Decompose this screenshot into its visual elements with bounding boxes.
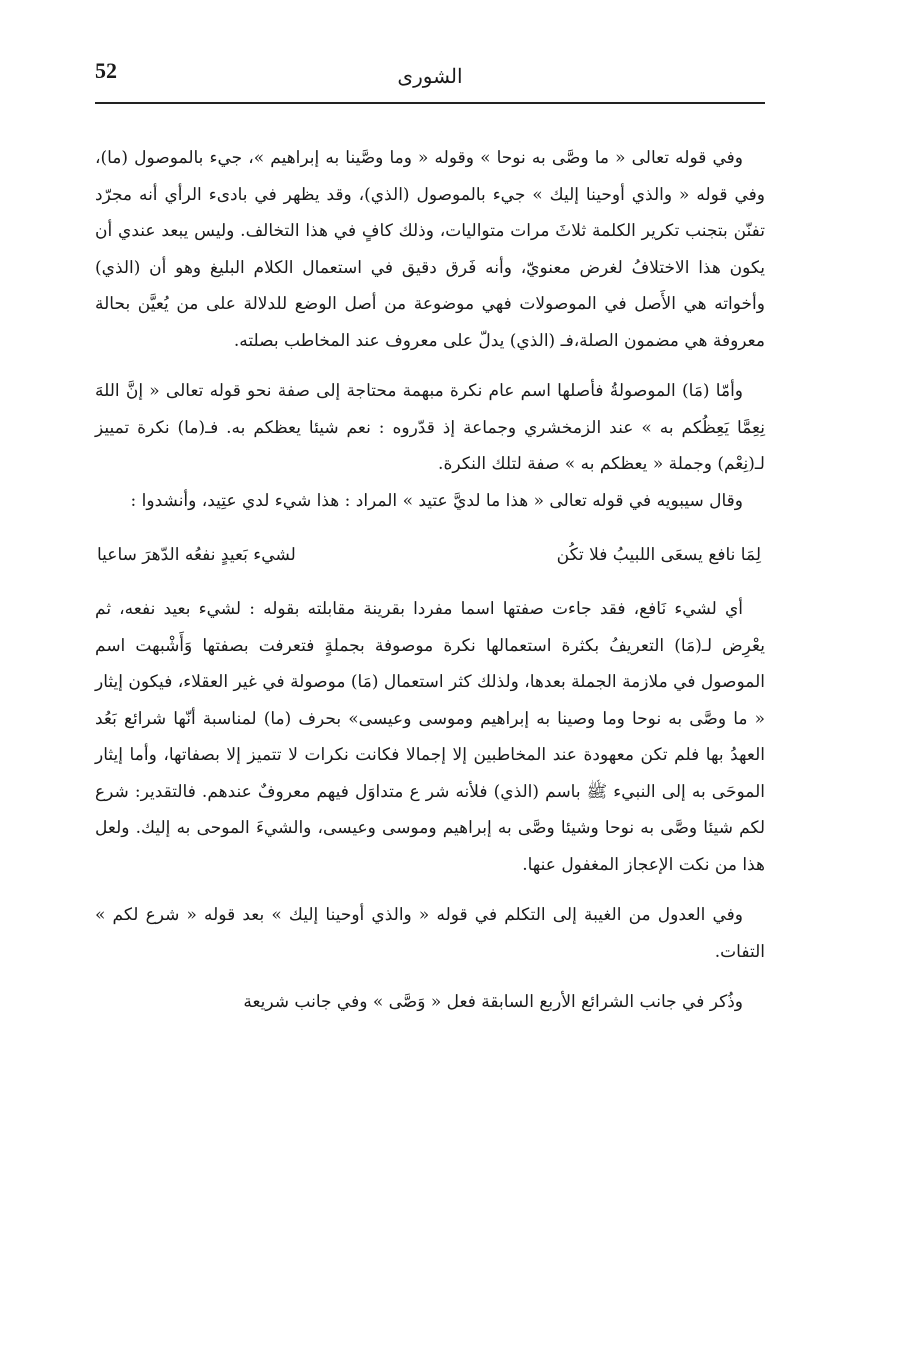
verse-second-hemistich: لشيء بَعيدٍ نفعُه الدّهرَ ساعيا bbox=[97, 545, 296, 565]
page-number: 52 bbox=[95, 58, 117, 83]
paragraph-2: وأمّا (مَا) الموصولةُ فأصلها اسم عام نكرة مبهمة محتاجة إلى صفة نحو قوله تعالى « إنَّ اللهَ نِعِمَّا يَعِظُكم به » عند الزمخشري وجماعة إذ قدّروه : نعم شيئا يعظكم به. فـ(ما) نكرة تمييز لـ(نِعْم) وجملة « يعظكم به » صفة لتلك النكرة. bbox=[95, 381, 765, 474]
paragraph-3: وقال سيبويه في قوله تعالى « هذا ما لديَّ عتيد » المراد : هذا شيء لدي عتِيد، وأنشدوا : bbox=[130, 490, 743, 511]
running-title: الشورى bbox=[397, 64, 463, 88]
paragraph-6: وذُكر في جانب الشرائع الأربع السابقة فعل « وَصَّى » وفي جانب شريعة bbox=[243, 992, 743, 1012]
paragraph-4: أي لشيء نَافع، فقد جاءت صفتها اسما مفردا بقرينة مقابلته بقوله : لشيء بعيد نفعه، ثم يعْرِض لـ(مَا) التعريفُ بكثرة استعمالها نكرة موصوفة بجملةٍ فتعرفت بصفتها وَأَشْبهت اسم الموصول في ملازمة الجملة بعدها، ولذلك كثر استعمال (مَا) موصولة في غير العقلاء، فيكون إيثار « ما وصَّى به نوحا وما وصينا به إبراهيم وموسى وعيسى» بحرف (ما) لمناسبة أنّها شرائع بَعُد العهدُ بها فلم تكن معهودة عند المخاطبين إلا إجمالا فكانت نكرات لا تتميز إلا بصفاتها، وأما إيثار الموحَى به إلى النبيء ﷺ باسم (الذي) فلأنه شر ع متداوَل فيهم معروفٌ عندهم. فالتقدير: شرع لكم شيئا وصَّى به نوحا وشيئا وصَّى به إبراهيم وموسى وعيسى، والشيءَ الموحى به إليك. ولعل هذا من نكت الإعجاز المغفول عنها. bbox=[95, 599, 765, 875]
page-body bbox=[95, 140, 765, 1021]
page-header bbox=[95, 50, 765, 104]
verse-first-hemistich: لِمَا نافع يسعَى اللبيبُ فلا تكُن bbox=[556, 545, 761, 565]
paragraph-1: وفي قوله تعالى « ما وصَّى به نوحا » وقوله « وما وصَّينا به إبراهيم »، جيء بالموصول (ما)، وفي قوله « والذي أوحينا إليك » جيء بالموصول (الذي)، وقد يظهر في بادىء الرأي أنه مجرّد تفنّن بتجنب تكرير الكلمة ثلاثَ مرات متواليات، وذلك كافٍ في هذا التخالف. وليس يبعد عندي أن يكون هذا الاختلافُ لغرض معنويّ، وأنه فَرق دقيق في استعمال الكلام البليغ وهو أن (الذي) وأخواته هي الأَصل في الموصولات فهي موضوعة من أصل الوضع للدلالة على من يُعيَّن بحالة معروفة هي مضمون الصلة،فـ (الذي) يدلّ على معروف عند المخاطب بصلته. bbox=[95, 148, 765, 351]
poetry-verse bbox=[95, 537, 765, 573]
paragraph-5: وفي العدول من الغيبة إلى التكلم في قوله « والذي أوحينا إليك » بعد قوله « شرع لكم » التفات. bbox=[95, 905, 765, 962]
